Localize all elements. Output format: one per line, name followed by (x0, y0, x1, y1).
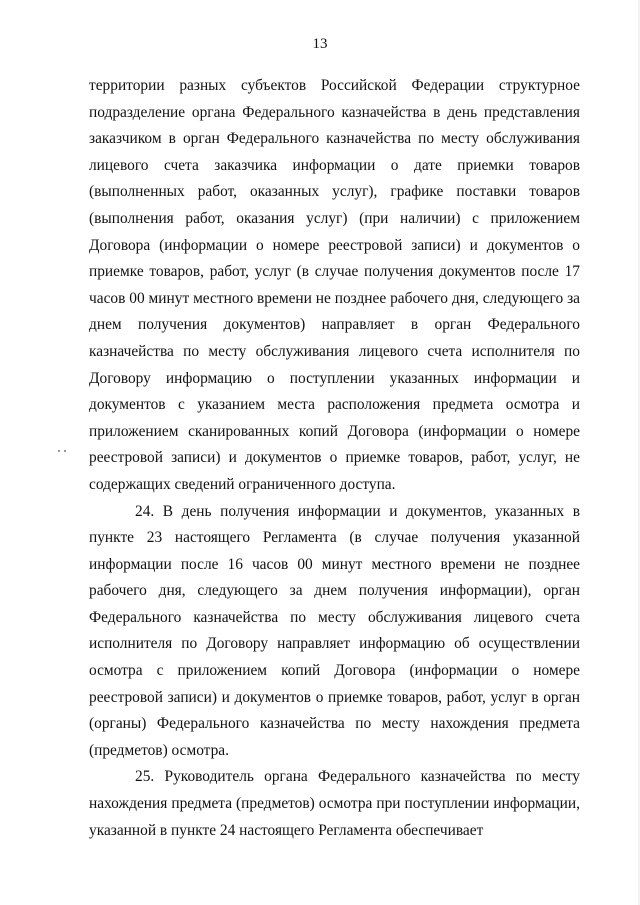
paragraph-24: 24. В день получения информации и документов, указанных в пункте 23 настоящего Регламента (в случае получения указанной информации после 16 часов 00 минут местного времени не позднее рабочего дня, следующего за днем получения информации), орган Федерального казначейства по месту обслуживания лицевого счета исполнителя по Договору направляет информацию об осуществлении осмотра с приложением копий Договора (информации о номере реестровой записи) и документов о приемке товаров, работ, услуг в орган (органы) Федерального казначейства по месту нахождения предмета (предметов) осмотра. (89, 502, 580, 759)
page-number: 13 (312, 36, 328, 52)
document-body (89, 73, 580, 844)
paragraph-continuation: территории разных субъектов Российской Федерации структурное подразделение органа Федерального казначейства в день представления заказчиком в орган Федерального казначейства по месту обслуживания лицевого счета заказчика информации о дате приемки товаров (выполненных работ, оказанных услуг), графике поставки товаров (выполнения работ, оказания услуг) (при наличии) с приложением Договора (информации о номере реестровой записи) и документов о приемке товаров, работ, услуг (в случае получения документов после 17 часов 00 минут местного времени не позднее рабочего дня, следующего за днем получения документов) направляет в орган Федерального казначейства по месту обслуживания лицевого счета исполнителя по Договору информацию о поступлении указанных информации и документов с указанием места расположения предмета осмотра и приложением сканированных копий Договора (информации о номере реестровой записи) и документов о приемке товаров, работ, услуг, не содержащих сведений ограниченного доступа. (89, 77, 580, 493)
paragraph-25: 25. Руководитель органа Федерального казначейства по месту нахождения предмета (предметов) осмотра при поступлении информации, указанной в пункте 24 настоящего Регламента обеспечивает (89, 768, 580, 839)
scan-artifact-mark (58, 448, 72, 454)
